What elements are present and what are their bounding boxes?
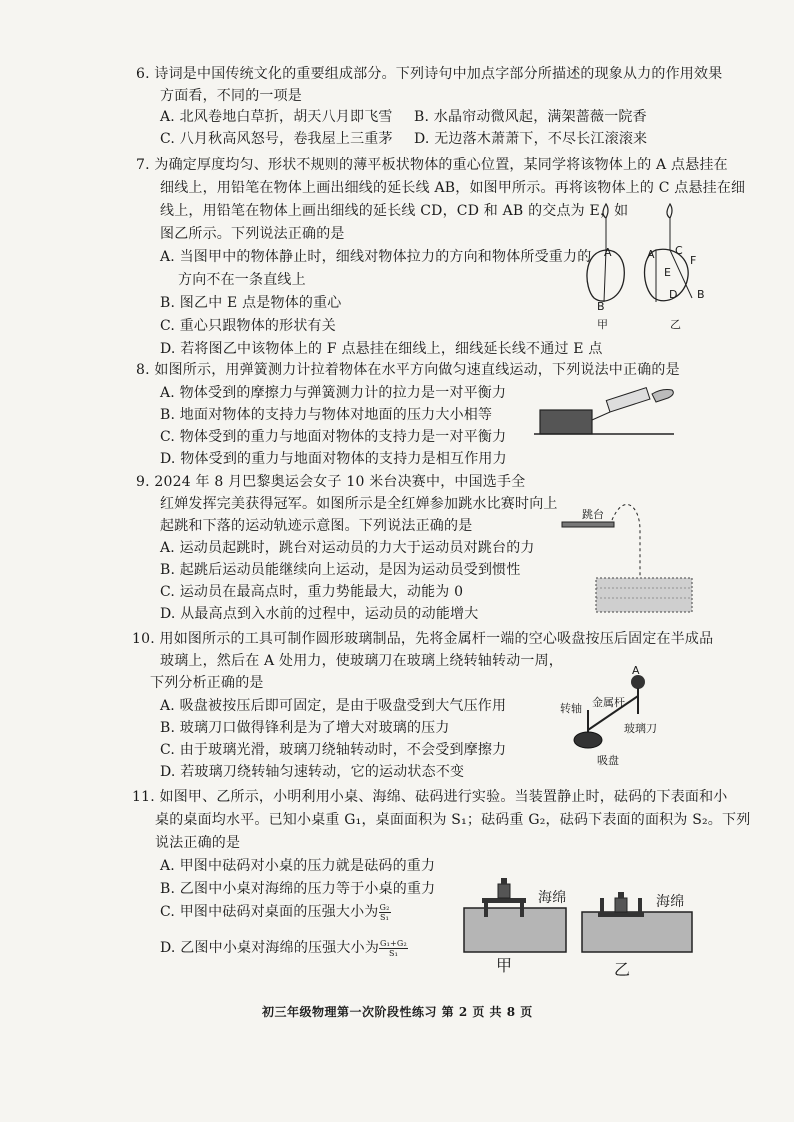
q9-stem-line1: 9. 2024 年 8 月巴黎奥运会女子 10 米台决赛中，中国选手全 — [136, 474, 526, 490]
q8-option-a: A. 物体受到的摩擦力与弹簧测力计的拉力是一对平衡力 — [160, 385, 507, 401]
q11-yi-leg-left — [600, 898, 604, 912]
q10-label-a: A — [632, 664, 640, 677]
q6-option-c: C. 八月秋高风怒号，卷我屋上三重茅 — [160, 131, 393, 147]
q10-option-d: D. 若玻璃刀绕转轴匀速转动，它的运动状态不变 — [160, 764, 465, 780]
q7-option-b: B. 图乙中 E 点是物体的重心 — [160, 295, 342, 311]
q10-label-cup: 吸盘 — [597, 754, 619, 767]
q11-caption-jia: 甲 — [496, 956, 513, 975]
q9-option-a: A. 运动员起跳时，跳台对运动员的力大于运动员对跳台的力 — [160, 540, 535, 556]
q10-label-axis: 转轴 — [560, 702, 582, 715]
q9-platform-label: 跳台 — [582, 508, 604, 521]
q10-handle — [631, 675, 645, 689]
q7-option-a-line1: A. 当图甲中的物体静止时，细线对物体拉力的方向和物体所受重力的 — [160, 249, 592, 265]
q7-option-c: C. 重心只跟物体的形状有关 — [160, 318, 336, 334]
q11-option-b: B. 乙图中小桌对海绵的压力等于小桌的重力 — [160, 881, 436, 897]
hand-icon — [652, 390, 673, 403]
q9-trajectory — [612, 505, 640, 580]
page-footer: 初三年级物理第一次阶段性练习 第 2 页 共 8 页 — [262, 1005, 533, 1019]
q9-option-b: B. 起跳后运动员能继续向上运动，是因为运动员受到惯性 — [160, 562, 521, 578]
q7-fig-caption-yi: 乙 — [670, 318, 681, 331]
q8-figure — [534, 380, 684, 442]
q7-fig-label-f: F — [690, 254, 697, 267]
q10-option-a: A. 吸盘被按压后即可固定，是由于吸盘受到大气压作用 — [160, 698, 507, 714]
q11-stem-line3: 说法正确的是 — [155, 835, 241, 851]
q11-jia-leg-right — [520, 903, 524, 917]
q11-option-c-fraction — [379, 903, 391, 922]
q7-fig-label-a2: A — [647, 248, 655, 261]
q11-option-c-text: C. 甲图中砝码对桌面的压强大小为 — [160, 904, 379, 920]
q11-option-a: A. 甲图中砝码对小桌的压力就是砝码的重力 — [160, 858, 436, 874]
q11-caption-yi: 乙 — [614, 960, 631, 979]
q6-stem-line1: 6. 诗词是中国传统文化的重要组成部分。下列诗句中加点字部分所描述的现象从力的作用效果 — [136, 66, 723, 82]
q11-yi-leg-right — [638, 898, 642, 912]
q9-option-c: C. 运动员在最高点时，重力势能最大，动能为 0 — [160, 584, 464, 600]
q7-fig-label-b1: B — [597, 300, 605, 313]
q7-fig-caption-jia: 甲 — [597, 318, 608, 331]
q7-fig-label-a1: A — [604, 246, 612, 259]
q9-stem-line3: 起跳和下落的运动轨迹示意图。下列说法正确的是 — [160, 518, 473, 534]
q11-option-d-text: D. 乙图中小桌对海绵的压强大小为 — [160, 940, 380, 956]
q11-stem-line2: 桌的桌面均水平。已知小桌重 G₁，桌面面积为 S₁；砝码重 G₂，砝码下表面的面积为 S₂。下列 — [155, 812, 751, 828]
q10-label-rod: 金属杆 — [592, 696, 625, 709]
q7-fig-label-c: C — [675, 244, 683, 257]
q7-stem-line2: 细线上，用铅笔在物体上画出细线的延长线 AB，如图甲所示。再将该物体上的 C 点悬挂在细 — [160, 180, 746, 196]
hand-icon — [603, 204, 608, 218]
q7-stem-line3: 线上，用铅笔在物体上画出细线的延长线 CD，CD 和 AB 的交点为 E，如 — [160, 203, 629, 219]
q6-option-d: D. 无边落木萧萧下，不尽长江滚滚来 — [414, 131, 648, 147]
q11-jia-weight — [498, 884, 510, 898]
q10-option-c: C. 由于玻璃光滑，玻璃刀绕轴转动时，不会受到摩擦力 — [160, 742, 507, 758]
q11-stem-line1: 11. 如图甲、乙所示，小明利用小桌、海绵、砝码进行实验。当装置静止时，砝码的下表面和小 — [132, 789, 728, 805]
hand-icon — [667, 204, 672, 218]
q9-pool — [596, 578, 692, 612]
q11-jia-leg-left — [484, 903, 488, 917]
q7-stem-line4: 图乙所示。下列说法正确的是 — [160, 226, 345, 242]
q11-jia-tabletop — [482, 898, 526, 903]
q11-option-d-fraction — [379, 939, 408, 958]
q8-stem: 8. 如图所示，用弹簧测力计拉着物体在水平方向做匀速直线运动，下列说法中正确的是 — [136, 362, 680, 378]
q7-stem-line1: 7. 为确定厚度均匀、形状不规则的薄平板状物体的重心位置，某同学将该物体上的 A 点悬挂在 — [136, 157, 728, 173]
q7-option-d: D. 若将图乙中该物体上的 F 点悬挂在细线上，细线延长线不通过 E 点 — [160, 341, 603, 357]
q11-yi-tabletop — [598, 912, 644, 917]
q11-option-d-numerator: G₁+G₂ — [380, 938, 407, 948]
q11-option-d-denominator: S₁ — [388, 948, 399, 958]
q6-option-b: B. 水晶帘动微风起，满架蔷薇一院香 — [414, 109, 647, 125]
q11-jia-weight-knob — [501, 878, 507, 884]
q7-fig-label-d: D — [669, 288, 678, 301]
q8-option-c: C. 物体受到的重力与地面对物体的支持力是一对平衡力 — [160, 429, 507, 445]
q6-option-a: A. 北风卷地白草折，胡天八月即飞雪 — [160, 109, 393, 125]
q8-option-b: B. 地面对物体的支持力与物体对地面的压力大小相等 — [160, 407, 493, 423]
q9-platform — [562, 522, 614, 527]
q10-label-cutter: 玻璃刀 — [624, 722, 657, 735]
q10-option-b: B. 玻璃刀口做得锋利是为了增大对玻璃的压力 — [160, 720, 450, 736]
q11-label-sponge-yi: 海绵 — [656, 894, 685, 910]
q8-spring-scale — [606, 388, 650, 412]
q11-option-c-numerator: G₂ — [379, 902, 390, 912]
q11-option-c — [160, 902, 391, 922]
q11-option-c-denominator: S₁ — [379, 912, 390, 922]
q7-option-a-line2: 方向不在一条直线上 — [178, 272, 306, 288]
q10-stem-line1: 10. 用如图所示的工具可制作圆形玻璃制品，先将金属杆一端的空心吸盘按压后固定在半成品 — [132, 631, 714, 647]
q9-option-d: D. 从最高点到入水前的过程中，运动员的动能增大 — [160, 606, 479, 622]
q7-fig-label-b2: B — [697, 288, 705, 301]
q11-yi-weight — [615, 898, 627, 912]
q10-stem-line2: 玻璃上，然后在 A 处用力，使玻璃刀在玻璃上绕转轴转动一周， — [160, 653, 564, 669]
q11-figure — [462, 868, 702, 958]
q8-block — [540, 410, 592, 434]
q8-option-d: D. 物体受到的重力与地面对物体的支持力是相互作用力 — [160, 451, 507, 467]
q7-fig-label-e: E — [664, 266, 671, 279]
q11-yi-sponge — [582, 912, 692, 952]
q11-label-sponge-jia: 海绵 — [538, 890, 567, 906]
q11-jia-sponge — [464, 908, 566, 952]
q11-yi-weight-knob — [618, 892, 624, 898]
q8-hook — [592, 412, 610, 420]
q6-stem-line2: 方面看，不同的一项是 — [160, 88, 302, 104]
q9-stem-line2: 红婵发挥完美获得冠军。如图所示是全红婵参加跳水比赛时向上 — [160, 496, 558, 512]
q10-suction-cup — [574, 732, 602, 748]
q7-figure — [570, 198, 710, 338]
q11-option-d — [160, 938, 408, 958]
q10-stem-line3: 下列分析正确的是 — [150, 675, 264, 691]
